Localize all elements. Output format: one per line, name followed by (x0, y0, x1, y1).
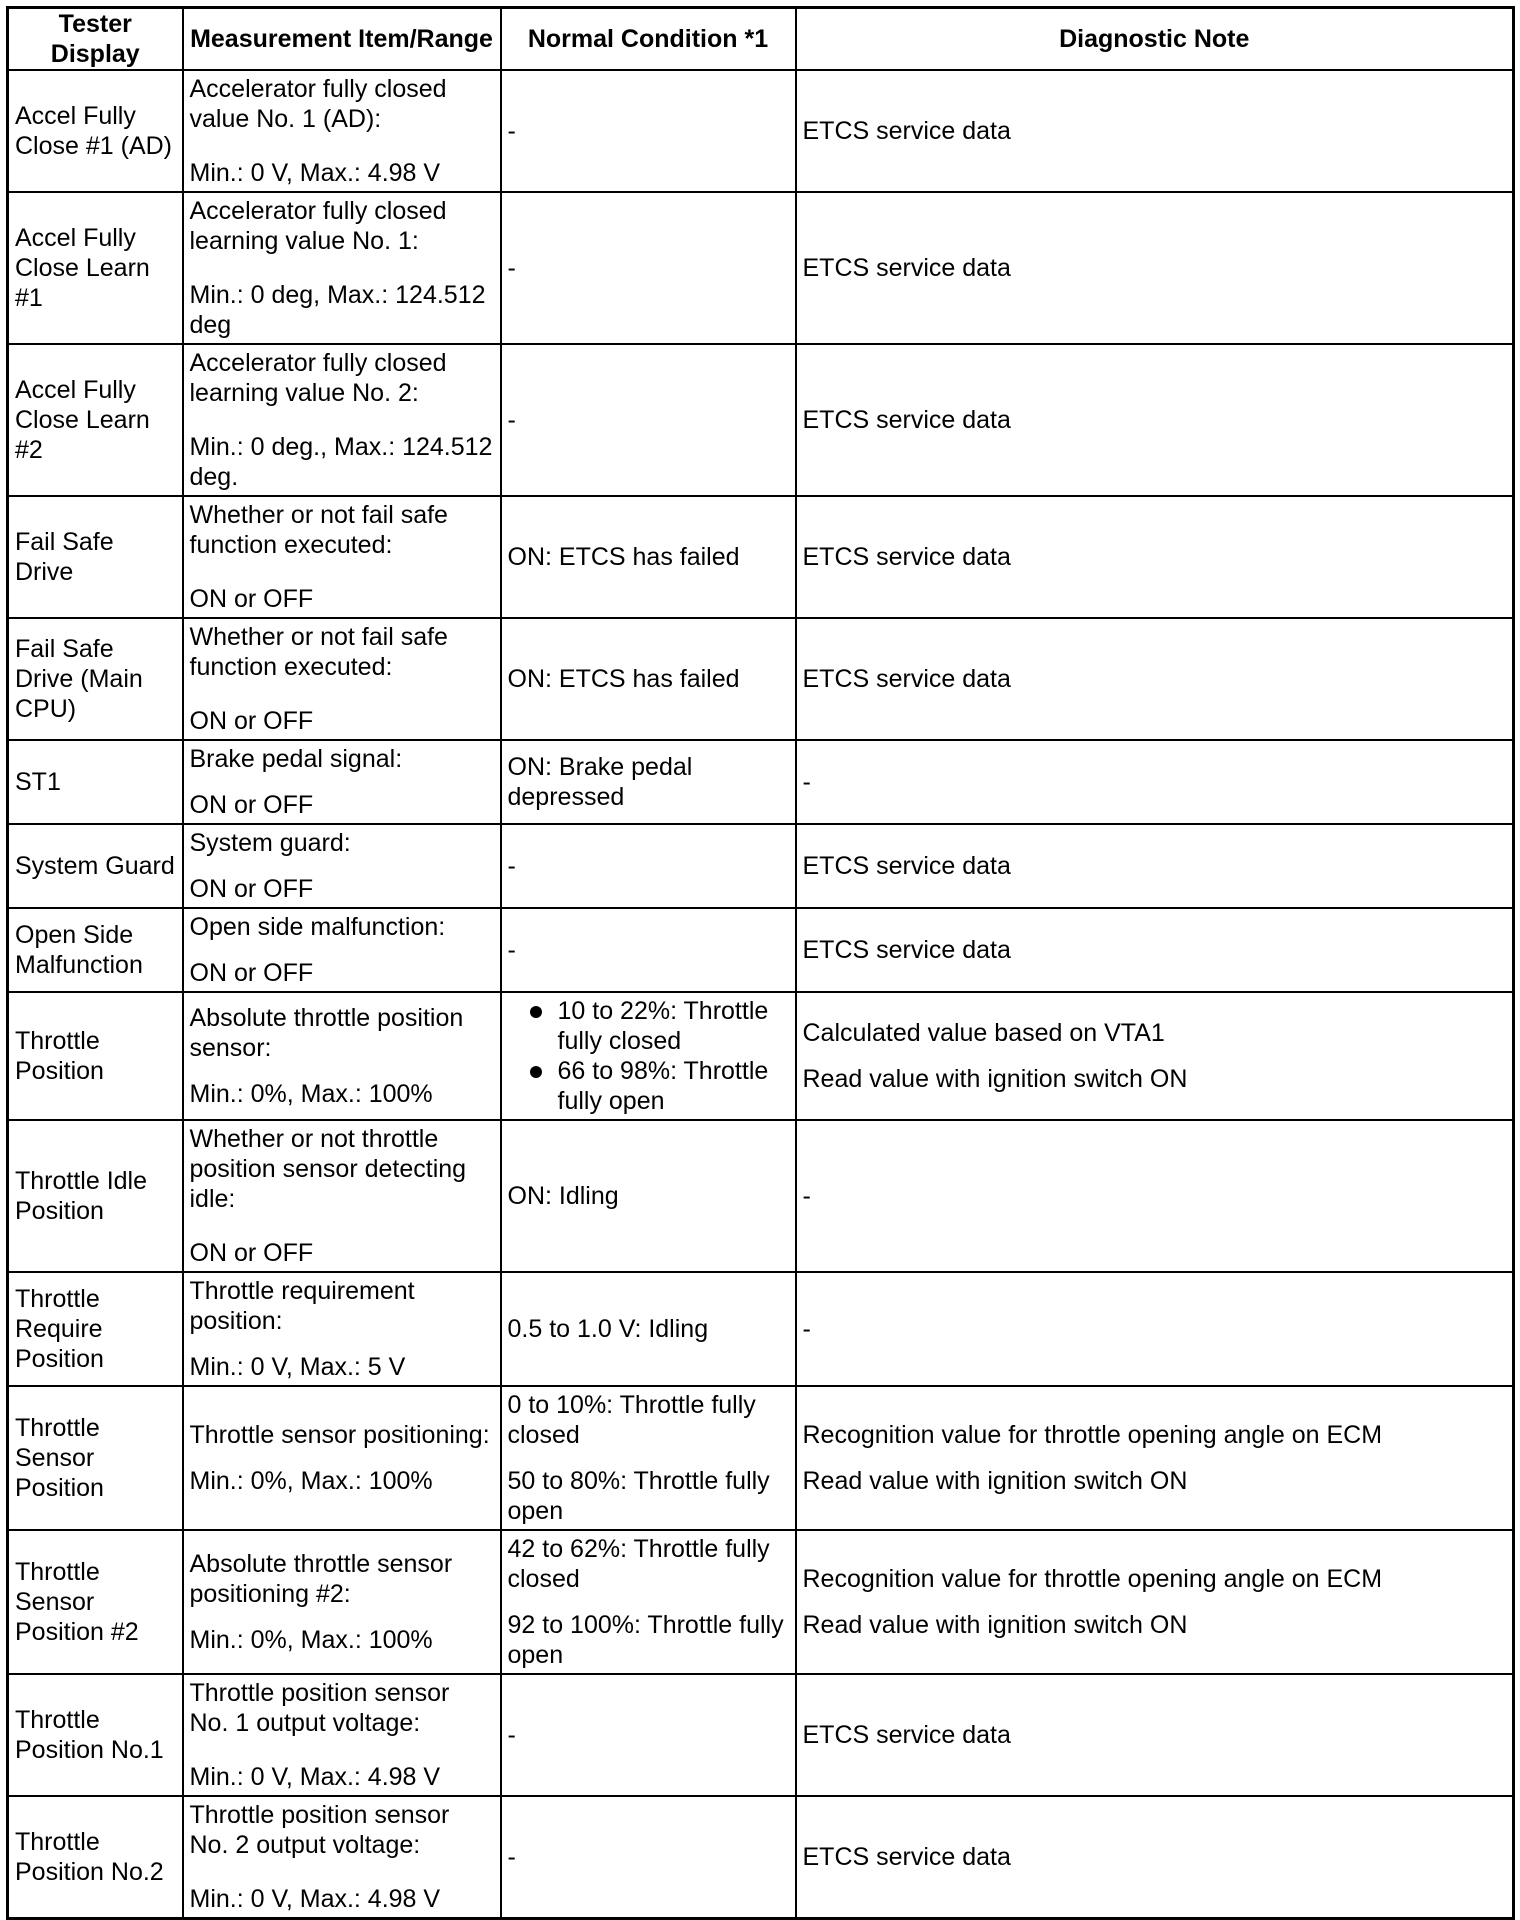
measurement-range: Min.: 0 V, Max.: 4.98 V (189, 1763, 441, 1791)
cell-measurement-item (183, 192, 501, 344)
diagnostic-note-text: - (802, 1182, 811, 1210)
measurement-range: ON or OFF (189, 791, 314, 819)
measurement-description: Whether or not fail safe function executed: (189, 623, 448, 681)
cell-normal-condition (501, 992, 796, 1120)
cell-measurement-item (183, 70, 501, 192)
header-diagnostic-note: Diagnostic Note (796, 8, 1514, 71)
measurement-range: Min.: 0 deg, Max.: 124.512 deg (189, 281, 486, 339)
measurement-range: Min.: 0%, Max.: 100% (189, 1080, 433, 1108)
cell-diagnostic-note (796, 1272, 1514, 1386)
cell-diagnostic-note (796, 1386, 1514, 1530)
measurement-range: Min.: 0 V, Max.: 5 V (189, 1353, 406, 1381)
diagnostic-note-text: ETCS service data (802, 852, 1011, 880)
measurement-range: Min.: 0%, Max.: 100% (189, 1467, 433, 1495)
measurement-description: Throttle requirement position: (189, 1277, 415, 1335)
list-item: 10 to 22%: Throttle fully closed (508, 996, 789, 1056)
measurement-range: Min.: 0 V, Max.: 4.98 V (189, 159, 441, 187)
diagnostic-note-text: - (802, 1315, 811, 1343)
cell-diagnostic-note (796, 908, 1514, 992)
diagnostic-note-text: ETCS service data (802, 543, 1011, 571)
cell-normal-condition (501, 1272, 796, 1386)
measurement-description: Absolute throttle sensor positioning #2: (189, 1550, 453, 1608)
cell-tester-display: Accel Fully Close Learn #1 (8, 192, 183, 344)
cell-normal-condition (501, 1120, 796, 1272)
measurement-description: Accelerator fully closed value No. 1 (AD): (189, 75, 447, 133)
cell-diagnostic-note (796, 618, 1514, 740)
diagnostic-note-text: - (802, 768, 811, 796)
cell-diagnostic-note (796, 740, 1514, 824)
diagnostic-note-text: Read value with ignition switch ON (802, 1065, 1188, 1093)
cell-tester-display: Throttle Position No.1 (8, 1674, 183, 1796)
measurement-description: Throttle position sensor No. 1 output voltage: (189, 1679, 450, 1737)
cell-normal-condition (501, 70, 796, 192)
table-row (8, 824, 1514, 908)
table-row (8, 70, 1514, 192)
normal-condition-text: - (507, 852, 516, 880)
normal-condition-text: 0 to 10%: Throttle fully closed (507, 1391, 756, 1449)
measurement-range: ON or OFF (189, 585, 314, 613)
diagnostic-data-table (6, 6, 1515, 1920)
diagnostic-note-text: ETCS service data (802, 254, 1011, 282)
measurement-range: Min.: 0%, Max.: 100% (189, 1626, 433, 1654)
measurement-range: ON or OFF (189, 1239, 314, 1267)
normal-condition-text: 92 to 100%: Throttle fully open (507, 1611, 784, 1669)
table-header-row (8, 8, 1514, 71)
cell-tester-display: Open Side Malfunction (8, 908, 183, 992)
diagnostic-note-text: Calculated value based on VTA1 (802, 1019, 1165, 1047)
table-row (8, 1796, 1514, 1919)
measurement-description: Brake pedal signal: (189, 745, 403, 773)
header-normal-condition: Normal Condition *1 (501, 8, 796, 71)
cell-measurement-item (183, 618, 501, 740)
cell-measurement-item (183, 1530, 501, 1674)
cell-measurement-item (183, 824, 501, 908)
cell-measurement-item (183, 992, 501, 1120)
list-item: 66 to 98%: Throttle fully open (508, 1056, 789, 1116)
measurement-range: ON or OFF (189, 707, 314, 735)
cell-tester-display: Throttle Idle Position (8, 1120, 183, 1272)
measurement-range: ON or OFF (189, 959, 314, 987)
normal-condition-text: 50 to 80%: Throttle fully open (507, 1467, 770, 1525)
cell-normal-condition (501, 1386, 796, 1530)
normal-condition-text: - (507, 117, 516, 145)
cell-measurement-item (183, 1386, 501, 1530)
cell-tester-display: Throttle Sensor Position #2 (8, 1530, 183, 1674)
measurement-description: Accelerator fully closed learning value No. 2: (189, 349, 447, 407)
cell-measurement-item (183, 1272, 501, 1386)
measurement-description: Whether or not throttle position sensor detecting idle: (189, 1125, 467, 1213)
measurement-description: Accelerator fully closed learning value No. 1: (189, 197, 447, 255)
table-row (8, 618, 1514, 740)
cell-tester-display: Throttle Sensor Position (8, 1386, 183, 1530)
cell-normal-condition (501, 1796, 796, 1919)
diagnostic-note-text: ETCS service data (802, 406, 1011, 434)
table-row (8, 1386, 1514, 1530)
cell-tester-display: Throttle Require Position (8, 1272, 183, 1386)
measurement-range: Min.: 0 deg., Max.: 124.512 deg. (189, 433, 493, 491)
cell-diagnostic-note (796, 344, 1514, 496)
cell-diagnostic-note (796, 70, 1514, 192)
cell-tester-display: Fail Safe Drive (Main CPU) (8, 618, 183, 740)
cell-measurement-item (183, 1674, 501, 1796)
cell-tester-display: Throttle Position No.2 (8, 1796, 183, 1919)
cell-tester-display: Accel Fully Close #1 (AD) (8, 70, 183, 192)
table-row (8, 992, 1514, 1120)
measurement-description: Whether or not fail safe function executed: (189, 501, 448, 559)
normal-condition-text: ON: Brake pedal depressed (507, 753, 693, 811)
cell-measurement-item (183, 740, 501, 824)
measurement-description: Absolute throttle position sensor: (189, 1004, 464, 1062)
cell-diagnostic-note (796, 1796, 1514, 1919)
table-row (8, 344, 1514, 496)
normal-condition-text: ON: ETCS has failed (507, 665, 740, 693)
measurement-description: Open side malfunction: (189, 913, 446, 941)
cell-measurement-item (183, 908, 501, 992)
normal-condition-text: - (507, 1843, 516, 1871)
cell-tester-display: Fail Safe Drive (8, 496, 183, 618)
normal-condition-text: - (507, 406, 516, 434)
cell-normal-condition (501, 1530, 796, 1674)
normal-condition-text: - (507, 1721, 516, 1749)
cell-normal-condition (501, 618, 796, 740)
cell-diagnostic-note (796, 992, 1514, 1120)
cell-measurement-item (183, 344, 501, 496)
table-row (8, 496, 1514, 618)
measurement-range: Min.: 0 V, Max.: 4.98 V (189, 1885, 441, 1913)
cell-normal-condition (501, 908, 796, 992)
diagnostic-note-text: ETCS service data (802, 936, 1011, 964)
cell-normal-condition (501, 824, 796, 908)
cell-tester-display: System Guard (8, 824, 183, 908)
cell-diagnostic-note (796, 1530, 1514, 1674)
diagnostic-note-text: Read value with ignition switch ON (802, 1467, 1188, 1495)
table-row (8, 908, 1514, 992)
cell-tester-display: ST1 (8, 740, 183, 824)
table-row (8, 192, 1514, 344)
cell-normal-condition (501, 1674, 796, 1796)
cell-measurement-item (183, 1120, 501, 1272)
cell-diagnostic-note (796, 192, 1514, 344)
diagnostic-note-text: Recognition value for throttle opening angle on ECM (802, 1565, 1383, 1593)
diagnostic-note-text: ETCS service data (802, 117, 1011, 145)
cell-tester-display: Throttle Position (8, 992, 183, 1120)
diagnostic-note-text: Read value with ignition switch ON (802, 1611, 1188, 1639)
diagnostic-note-text: ETCS service data (802, 1843, 1011, 1871)
normal-condition-list (508, 996, 789, 1116)
cell-measurement-item (183, 496, 501, 618)
table-row (8, 1530, 1514, 1674)
cell-normal-condition (501, 496, 796, 618)
measurement-range: ON or OFF (189, 875, 314, 903)
table-row (8, 1674, 1514, 1796)
cell-diagnostic-note (796, 1120, 1514, 1272)
measurement-description: System guard: (189, 829, 351, 857)
measurement-description: Throttle position sensor No. 2 output voltage: (189, 1801, 450, 1859)
normal-condition-text: ON: ETCS has failed (507, 543, 740, 571)
cell-diagnostic-note (796, 496, 1514, 618)
diagnostic-note-text: ETCS service data (802, 665, 1011, 693)
cell-diagnostic-note (796, 824, 1514, 908)
cell-measurement-item (183, 1796, 501, 1919)
cell-diagnostic-note (796, 1674, 1514, 1796)
table-row (8, 740, 1514, 824)
cell-tester-display: Accel Fully Close Learn #2 (8, 344, 183, 496)
header-measurement-item: Measurement Item/Range (183, 8, 501, 71)
diagnostic-note-text: Recognition value for throttle opening angle on ECM (802, 1421, 1383, 1449)
measurement-description: Throttle sensor positioning: (189, 1421, 490, 1449)
normal-condition-text: 42 to 62%: Throttle fully closed (507, 1535, 770, 1593)
normal-condition-text: - (507, 936, 516, 964)
cell-normal-condition (501, 192, 796, 344)
table-row (8, 1272, 1514, 1386)
normal-condition-text: - (507, 254, 516, 282)
normal-condition-text: ON: Idling (507, 1182, 619, 1210)
diagnostic-note-text: ETCS service data (802, 1721, 1011, 1749)
table-row (8, 1120, 1514, 1272)
cell-normal-condition (501, 344, 796, 496)
normal-condition-text: 0.5 to 1.0 V: Idling (507, 1315, 709, 1343)
header-tester-display: Tester Display (8, 8, 183, 71)
cell-normal-condition (501, 740, 796, 824)
